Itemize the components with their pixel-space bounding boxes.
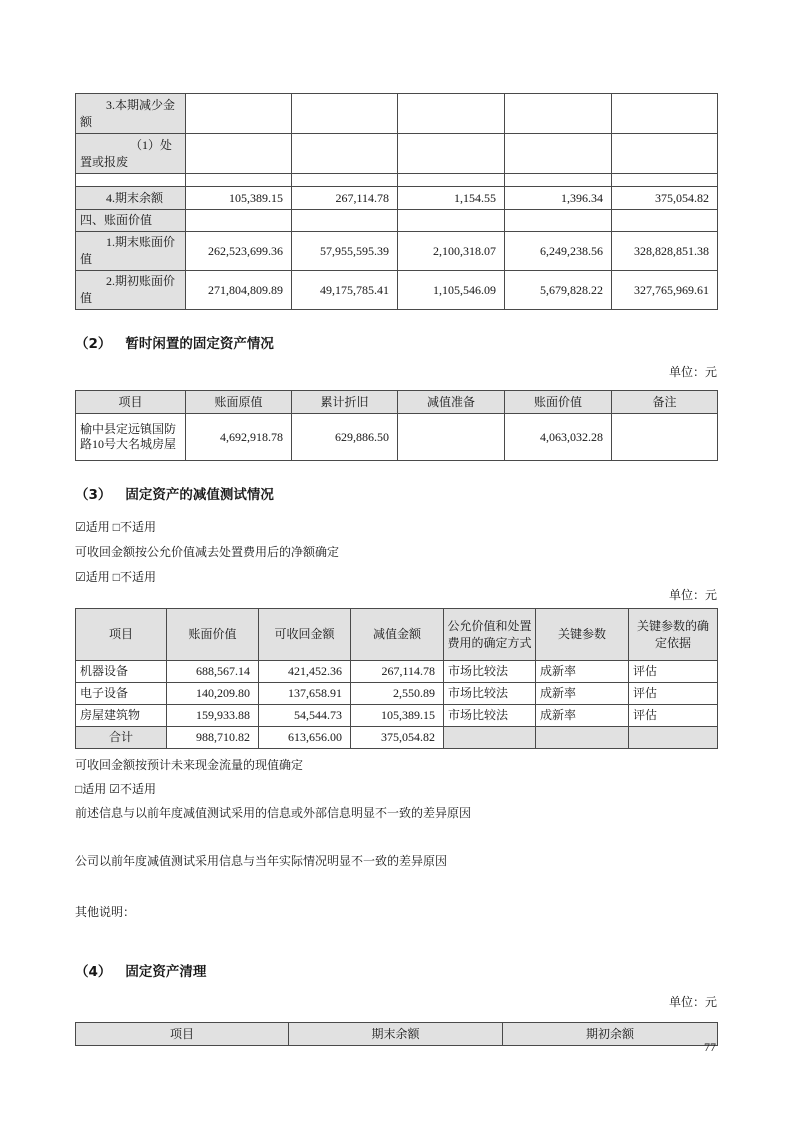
value-cell: 成新率 (536, 661, 629, 683)
recoverable-amount-cashflow-note: 可收回金额按预计未来现金流量的现值确定 (75, 758, 304, 772)
value-cell: 市场比较法 (444, 661, 536, 683)
fixed-assets-disposal-table (75, 1022, 718, 1046)
value-cell: 评估 (629, 661, 718, 683)
column-header: 关键参数 (536, 609, 629, 661)
column-header: 期末余额 (289, 1023, 503, 1046)
fixed-assets-continuation-table (75, 93, 718, 310)
unit-label: 单位：元 (668, 995, 717, 1009)
column-header: 减值准备 (398, 391, 505, 414)
table-header-row (76, 1023, 718, 1046)
value-cell (505, 210, 612, 232)
para-prior-info-difference-reason: 前述信息与以前年度减值测试采用的信息或外部信息明显不一致的差异原因 (75, 806, 472, 820)
value-cell (292, 210, 398, 232)
row-label-cell: 1.期末账面价值 (76, 232, 186, 271)
value-cell: 57,955,595.39 (292, 232, 398, 271)
value-cell (612, 134, 718, 174)
row-label-cell: 电子设备 (76, 683, 167, 705)
para-other-notes: 其他说明： (75, 905, 136, 919)
row-label-cell: 3.本期减少金额 (76, 94, 186, 134)
idle-fixed-assets-table (75, 390, 718, 461)
column-header: 可收回金额 (259, 609, 351, 661)
table-header-row (76, 391, 718, 414)
table-row (76, 187, 718, 210)
value-cell (186, 134, 292, 174)
row-label-cell: 4.期末余额 (76, 187, 186, 210)
table-row (76, 271, 718, 310)
value-cell: 评估 (629, 705, 718, 727)
value-cell: 267,114.78 (292, 187, 398, 210)
table-row (76, 683, 718, 705)
value-cell: 1,105,546.09 (398, 271, 505, 310)
value-cell: 988,710.82 (167, 727, 259, 749)
column-header: 账面原值 (186, 391, 292, 414)
value-cell (612, 174, 718, 187)
applicable-checkbox-line: ☑适用 □不适用 (75, 570, 157, 584)
value-cell (292, 134, 398, 174)
value-cell (292, 94, 398, 134)
row-label-cell: 2.期初账面价值 (76, 271, 186, 310)
value-cell: 137,658.91 (259, 683, 351, 705)
section-title: 固定资产清理 (125, 964, 207, 980)
section-title: 固定资产的减值测试情况 (125, 487, 274, 503)
column-header: 期初余额 (503, 1023, 718, 1046)
value-cell: 613,656.00 (259, 727, 351, 749)
value-cell: 140,209.80 (167, 683, 259, 705)
value-cell: 4,063,032.28 (505, 414, 612, 461)
applicable-checkbox-line: ☑适用 □不适用 (75, 520, 157, 534)
section-number: （2） (75, 336, 112, 352)
value-cell (505, 174, 612, 187)
row-label-cell: 榆中县定远镇国防路10号大名城房屋 (76, 414, 186, 461)
value-cell: 评估 (629, 683, 718, 705)
section-heading-idle-fixed-assets (75, 336, 717, 353)
value-cell (505, 94, 612, 134)
value-cell (186, 174, 292, 187)
value-cell (186, 94, 292, 134)
row-label-cell: 四、账面价值 (76, 210, 186, 232)
value-cell (629, 727, 718, 749)
value-cell (444, 727, 536, 749)
table-total-row (76, 727, 718, 749)
value-cell: 271,804,809.89 (186, 271, 292, 310)
table-row (76, 174, 718, 187)
value-cell: 262,523,699.36 (186, 232, 292, 271)
value-cell: 6,249,238.56 (505, 232, 612, 271)
value-cell: 421,452.36 (259, 661, 351, 683)
value-cell: 327,765,969.61 (612, 271, 718, 310)
value-cell: 市场比较法 (444, 705, 536, 727)
value-cell: 375,054.82 (612, 187, 718, 210)
value-cell: 成新率 (536, 705, 629, 727)
section-title: 暂时闲置的固定资产情况 (125, 336, 274, 352)
value-cell: 159,933.88 (167, 705, 259, 727)
value-cell: 2,100,318.07 (398, 232, 505, 271)
row-label-cell (76, 174, 186, 187)
value-cell (398, 174, 505, 187)
value-cell (612, 94, 718, 134)
value-cell (398, 414, 505, 461)
unit-label: 单位：元 (668, 588, 717, 602)
value-cell: 105,389.15 (351, 705, 444, 727)
column-header: 公允价值和处置费用的确定方式 (444, 609, 536, 661)
value-cell (505, 134, 612, 174)
impairment-test-table (75, 608, 718, 749)
table-row (76, 232, 718, 271)
unit-label: 单位：元 (668, 365, 717, 379)
column-header: 备注 (612, 391, 718, 414)
table-row (76, 210, 718, 232)
table-header-row (76, 609, 718, 661)
value-cell: 105,389.15 (186, 187, 292, 210)
column-header: 账面价值 (167, 609, 259, 661)
recoverable-amount-fair-value-note: 可收回金额按公允价值减去处置费用后的净额确定 (75, 545, 340, 559)
column-header: 项目 (76, 1023, 289, 1046)
row-label-cell: （1）处置或报废 (76, 134, 186, 174)
value-cell: 成新率 (536, 683, 629, 705)
value-cell: 629,886.50 (292, 414, 398, 461)
value-cell: 328,828,851.38 (612, 232, 718, 271)
value-cell: 54,544.73 (259, 705, 351, 727)
table-row (76, 705, 718, 727)
applicable-checkbox-line: □适用 ☑不适用 (75, 782, 157, 796)
value-cell (398, 210, 505, 232)
value-cell: 5,679,828.22 (505, 271, 612, 310)
value-cell (398, 94, 505, 134)
value-cell (536, 727, 629, 749)
value-cell (292, 174, 398, 187)
page-number: 77 (704, 1040, 716, 1054)
table-row (76, 134, 718, 174)
value-cell: 2,550.89 (351, 683, 444, 705)
value-cell: 688,567.14 (167, 661, 259, 683)
value-cell: 267,114.78 (351, 661, 444, 683)
value-cell: 1,154.55 (398, 187, 505, 210)
table-row (76, 661, 718, 683)
column-header: 关键参数的确定依据 (629, 609, 718, 661)
section-number: （4） (75, 964, 112, 980)
section-heading-impairment-test (75, 487, 717, 504)
value-cell: 4,692,918.78 (186, 414, 292, 461)
value-cell (398, 134, 505, 174)
value-cell: 市场比较法 (444, 683, 536, 705)
value-cell: 375,054.82 (351, 727, 444, 749)
row-label-cell: 房屋建筑物 (76, 705, 167, 727)
value-cell (612, 414, 718, 461)
column-header: 项目 (76, 609, 167, 661)
column-header: 累计折旧 (292, 391, 398, 414)
section-number: （3） (75, 487, 112, 503)
para-prior-year-test-difference-reason: 公司以前年度减值测试采用信息与当年实际情况明显不一致的差异原因 (75, 854, 448, 868)
column-header: 项目 (76, 391, 186, 414)
column-header: 减值金额 (351, 609, 444, 661)
value-cell: 1,396.34 (505, 187, 612, 210)
value-cell (186, 210, 292, 232)
column-header: 账面价值 (505, 391, 612, 414)
value-cell: 49,175,785.41 (292, 271, 398, 310)
section-heading-fixed-assets-disposal (75, 964, 717, 981)
total-label-cell: 合计 (76, 727, 167, 749)
table-row (76, 414, 718, 461)
table-row (76, 94, 718, 134)
row-label-cell: 机器设备 (76, 661, 167, 683)
value-cell (612, 210, 718, 232)
